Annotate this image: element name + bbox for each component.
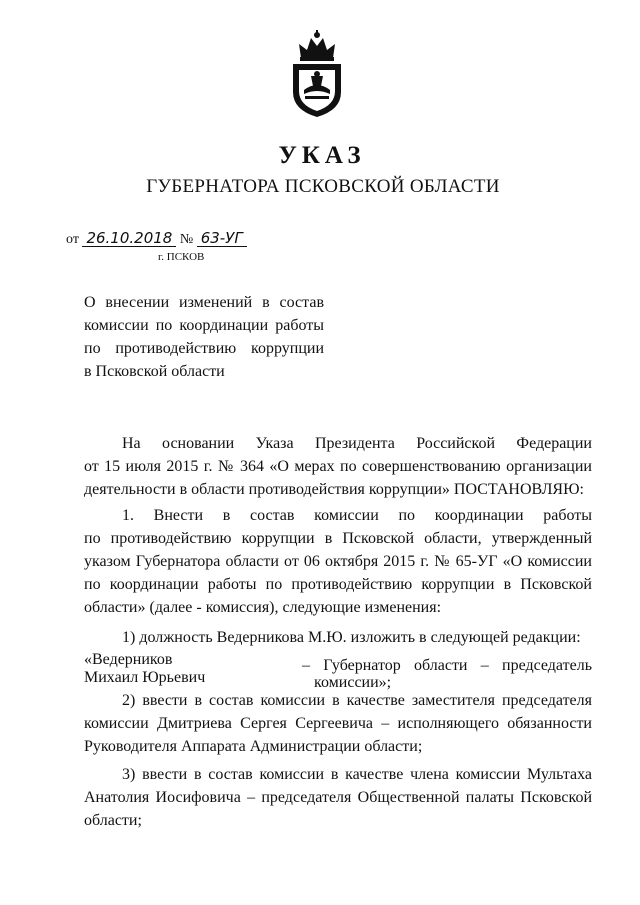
paragraph-line: по координации работы по противодействию коррупции в Псковской xyxy=(84,576,592,593)
member-position-block xyxy=(302,657,592,691)
subject-line: по противодействию коррупции xyxy=(84,340,324,357)
coat-of-arms-emblem xyxy=(287,30,347,118)
item-1-paragraph xyxy=(84,504,592,619)
handwritten-date: 26.10.2018 xyxy=(82,230,176,247)
member-surname: «Ведерников xyxy=(84,651,173,668)
handwritten-number: 63-УГ xyxy=(197,230,247,247)
document-subtitle: ГУБЕРНАТОРА ПСКОВСКОЙ ОБЛАСТИ xyxy=(146,176,500,197)
subject-line: комиссии по координации работы xyxy=(84,317,324,334)
subitem-3-paragraph xyxy=(84,763,592,832)
paragraph-line: Анатолия Иосифовича – председателя Общественной палаты Псковской xyxy=(84,789,592,806)
date-prefix: от xyxy=(66,232,79,247)
member-given-name: Михаил Юрьевич xyxy=(84,669,206,686)
member-position-line: – Губернатор области – председатель xyxy=(302,657,592,674)
subitem-1-paragraph xyxy=(84,626,592,649)
paragraph-line: На основании Указа Президента Российской Федерации xyxy=(122,435,592,452)
paragraph-line: указом Губернатора области от 06 октября 2015 г. № 65-УГ «О комиссии xyxy=(84,553,592,570)
paragraph-line: Руководителя Аппарата Администрации области; xyxy=(84,738,423,755)
date-number-line xyxy=(66,230,247,248)
paragraph-line: 2) ввести в состав комиссии в качестве заместителя председателя xyxy=(122,692,592,709)
paragraph-line: по противодействию коррупции в Псковской области, утвержденный xyxy=(84,530,592,547)
paragraph-line: 1. Внести в состав комиссии по координации работы xyxy=(122,507,592,524)
paragraph-line: области» (далее - комиссия), следующие изменения: xyxy=(84,599,442,616)
city-label: г. ПСКОВ xyxy=(158,251,205,263)
paragraph-line: деятельности в области противодействия коррупции» ПОСТАНОВЛЯЮ: xyxy=(84,481,584,498)
number-prefix: № xyxy=(179,232,194,247)
paragraph-line: от 15 июля 2015 г. № 364 «О мерах по совершенствованию организации xyxy=(84,458,592,475)
intro-paragraph xyxy=(84,432,592,501)
subject-line: в Псковской области xyxy=(84,363,225,380)
member-position-line: комиссии»; xyxy=(314,674,392,691)
paragraph-line: 3) ввести в состав комиссии в качестве члена комиссии Мультаха xyxy=(122,766,592,783)
document-title: УКАЗ xyxy=(278,142,366,169)
paragraph-line: 1) должность Ведерникова М.Ю. изложить в следующей редакции: xyxy=(122,629,581,646)
subitem-2-paragraph xyxy=(84,689,592,758)
member-name-block xyxy=(84,651,205,687)
paragraph-line: комиссии Дмитриева Сергея Сергеевича – исполняющего обязанности xyxy=(84,715,592,732)
subject-line: О внесении изменений в состав xyxy=(84,294,324,311)
document-subject xyxy=(84,291,324,383)
paragraph-line: области; xyxy=(84,812,142,829)
